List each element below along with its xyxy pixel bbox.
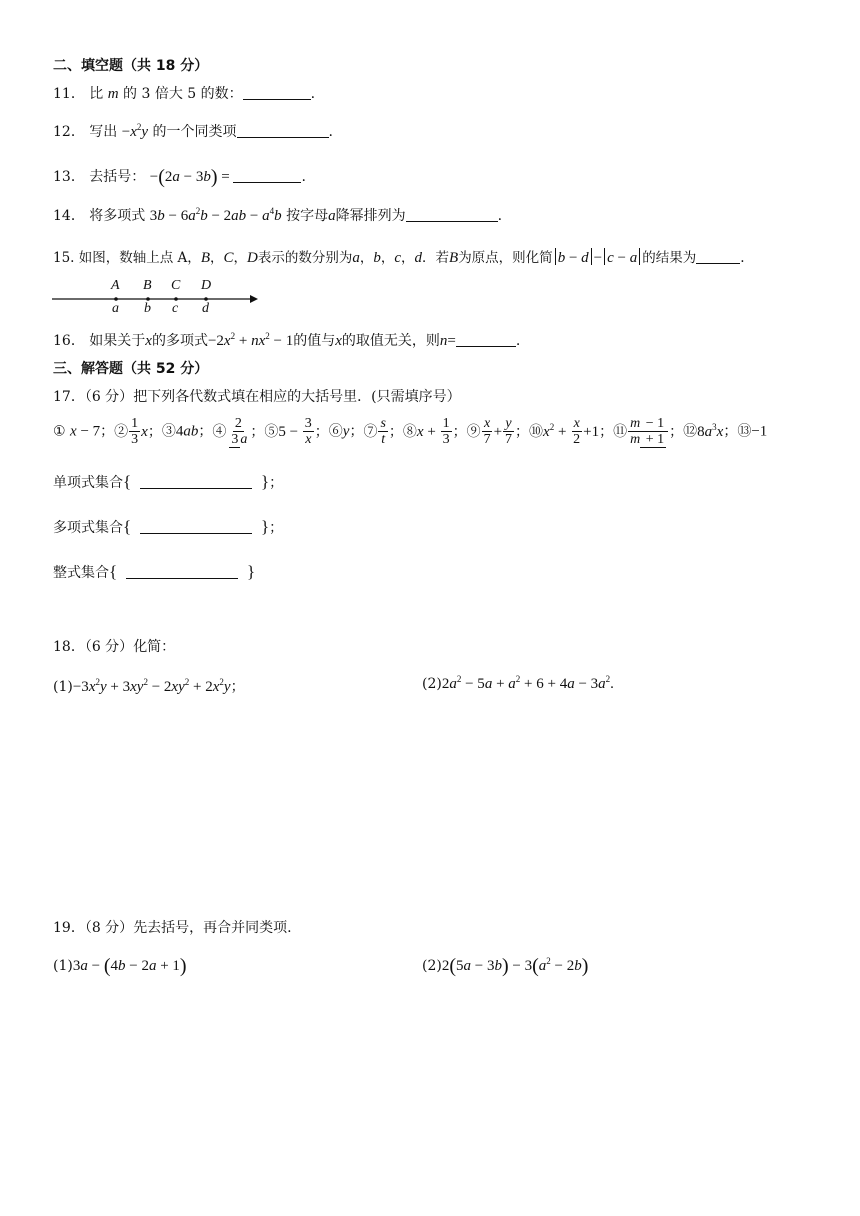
expr-3: ③4ab； [161,423,213,440]
section-2-heading: 二、填空题（共 18 分） [53,58,209,74]
answer-blank[interactable] [233,168,301,183]
answer-blank[interactable] [406,207,498,222]
expr-6: ⑥y； [328,423,364,440]
arrow-right-icon [250,295,258,303]
question-18-part-2: $(2)2a^2 - 5a + a^2 + 6 + 4a - 3a^2$. [422,674,614,692]
expr-2: ② $\frac{1}{3}$ x； [114,416,162,447]
expression-list [53,416,767,447]
expr-9: ⑨ $\frac{x}{7}$ + $\frac{y}{7}$ ； [466,416,530,447]
question-17: 17．（6 分）把下列各代数式填在相应的大括号里．(只需填序号） [53,389,461,405]
question-18: 18．（6 分）化简： [53,639,176,655]
integral-answer-blank[interactable] [126,564,238,579]
question-16: 16． 如果关于x的多项式$-2x^2 + nx^2 - 1$的值与x的取值无关，则n= . [53,331,521,349]
expr-q12: $-x^2y$ [121,122,149,140]
expr-12: $⑫8a^3x$； [683,421,738,440]
expr-q14: $3b - 6a^2b - 2ab - a^4b$ [149,206,282,224]
question-13: 13． 去括号： −(2a − 3b) = . [53,166,306,188]
question-18-part-1: $(1)-3x^2y + 3xy^2 - 2xy^2 + 2x^2y$； [53,677,245,695]
label-B: B [143,278,152,293]
expr-q19-1: 3a − (4b − 2a + 1) [72,955,187,977]
question-15: 15. 如图，数轴上点 A，B，C，D表示的数分别为a，b，c，d．若B为原点，则化简 b − d − c − a 的结果为 . [53,250,745,266]
expr-q15: b − d − c − a [553,250,643,266]
question-11: 11． 比 m 的 3 倍大 5 的数： . [53,86,316,102]
label-b: b [144,301,151,316]
expr-5: ⑤5 − $\frac{3}{x}$ ； [264,416,329,447]
label-c: c [172,301,179,316]
label-a: a [112,301,119,316]
expr-11: ⑪ $\frac{m - 1}{m + 1}$ ； [613,416,684,447]
expr-8: ⑧x + $\frac{1}{3}$ ； [402,416,467,447]
expr-q19-2: $2(5a - 3b) - 3(a^2 - 2b)$ [441,955,589,977]
label-A: A [111,278,120,293]
question-19: 19．（8 分）先去括号，再合并同类项. [53,920,292,936]
answer-blank[interactable] [456,332,516,347]
expr-10: $⑩x^2$ + $\frac{x}{2}$ +1； [529,416,614,447]
monomial-answer-blank[interactable] [140,474,252,489]
question-19-part-1: (1)3a − (4b − 2a + 1) [53,955,187,977]
expr-13: ⑬−1 [737,423,768,440]
answer-blank[interactable] [696,249,740,264]
answer-blank[interactable] [243,85,311,100]
expr-q18-1: $-3x^2y + 3xy^2 - 2xy^2 + 2x^2y$ [72,677,231,695]
polynomial-answer-blank[interactable] [140,519,252,534]
polynomial-set: 多项式集合{ }； [53,517,284,536]
section-3-heading: 三、解答题（共 52 分） [53,361,209,377]
number-line-svg [52,278,262,318]
integral-expression-set: 整式集合{ } [53,562,256,581]
expr-1: ① x − 7； [53,423,115,440]
question-number: 11． [53,86,85,102]
expr-4: ④ $\frac{2}{3 a}$ ； [212,416,265,447]
label-C: C [171,278,181,293]
expr-7: ⑦ $\frac{s}{t}$ ； [363,416,403,447]
number-line [52,278,262,318]
answer-blank[interactable] [237,123,329,138]
question-19-part-2: $(2)2(5a - 3b) - 3(a^2 - 2b)$ [422,955,589,977]
label-d: d [202,301,209,316]
label-D: D [201,278,212,293]
question-12: 12． 写出 $-x^2y$ 的一个同类项 . [53,122,333,140]
monomial-set: 单项式集合{ }； [53,472,284,491]
expr-q16: $-2x^2 + nx^2 - 1$ [207,331,294,349]
expr-q13: −(2a − 3b) = [149,166,234,188]
expr-q18-2: $2a^2 - 5a + a^2 + 6 + 4a - 3a^2$. [441,674,614,692]
question-14: 14． 将多项式 $3b - 6a^2b - 2ab - a^4b$ 按字母a降幂排列为 . [53,206,503,224]
